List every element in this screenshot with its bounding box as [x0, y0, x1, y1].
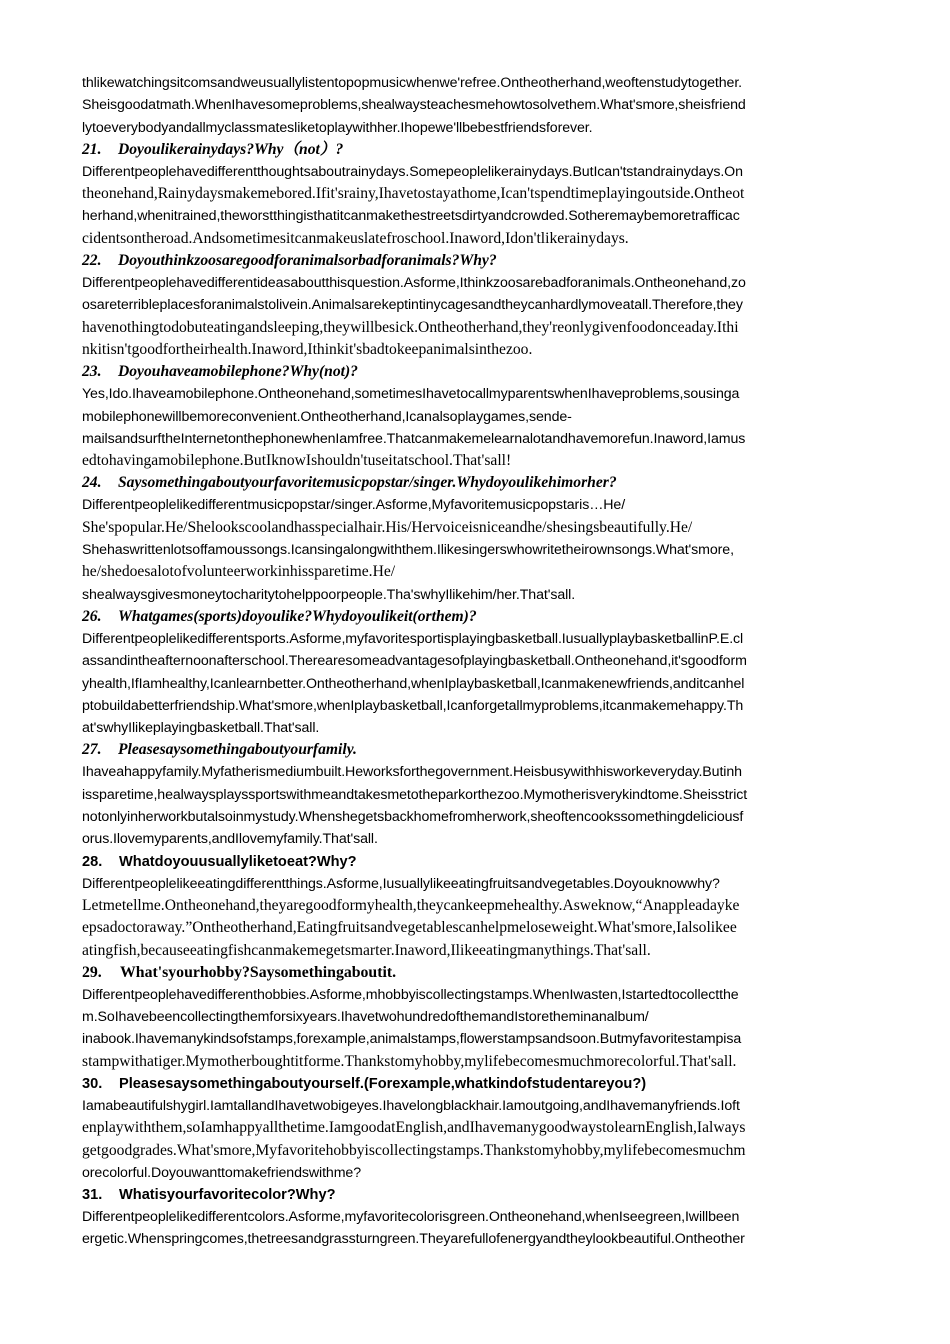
question-26: 26. Whatgames(sports)doyoulike?Whydoyoulikeit(orthem)? [82, 607, 477, 625]
answer-line: mailsandsurftheInternetonthephonewhenIamfree.Thatcanmakemelearnalotandhavemorefun.Inaword,Iamus [82, 430, 746, 447]
answer-line: he/shedoesalotofvolunteerworkinhissparetime.He/ [82, 563, 396, 581]
answer-line: Ihaveahappyfamily.Myfatherismediumbuilt.Heworksforthegovernment.Heisbusywithhisworkeveryday.Butinh [82, 764, 742, 781]
answer-line: Iamabeautifulshygirl.IamtallandIhavetwobigeyes.Ihavelongblackhair.Iamoutgoing,andIhavemanyfriends.Ioft [82, 1097, 740, 1114]
answer-line: at'swhyIlikeplayingbasketball.That'sall. [82, 720, 320, 737]
answer-line: mobilephonewillbemoreconvenient.Ontheotherhand,Icanalsoplaygames,sende- [82, 408, 572, 425]
question-24: 24. Saysomethingaboutyourfavoritemusicpopstar/singer.Whydoyoulikehimorher? [82, 474, 617, 492]
question-27: 27. Pleasesaysomethingaboutyourfamily. [82, 741, 357, 759]
answer-line: herhand,whenitrained,theworstthingisthatitcanmakethestreetsdirtyandcrowded.Sotheremaybemoretrafficac [82, 208, 740, 225]
answer-line: She'spopular.He/Shelookscoolandhasspecialhair.His/Hervoiceisniceandhe/shesingsbeautifully.He/ [82, 518, 693, 536]
question-22: 22. Doyouthinkzoosaregoodforanimalsorbadforanimals?Why? [82, 252, 497, 270]
question-29: 29. What'syourhobby?Saysomethingaboutit. [82, 963, 397, 981]
answer-line: yhealth,IfIamhealthy,Icanlearnbetter.Ontheotherhand,whenIplaybasketball,Icanmakenewfriends,anditcanhel [82, 675, 745, 692]
answer-line: Differentpeoplehavedifferentthoughtsaboutrainydays.Somepeoplelikerainydays.ButIcan'tstandrainydays.On [82, 163, 743, 180]
document-page [82, 72, 894, 1251]
answer-line: nkitisn'tgoodfortheirhealth.Inaword,Ithinkit'sbadtokeepanimalsinthezoo. [82, 340, 533, 358]
answer-line: Differentpeoplelikedifferentsports.Asforme,myfavoritesportisplayingbasketball.IusuallyplaybasketballinP.E.cl [82, 630, 744, 647]
answer-line: Differentpeoplelikedifferentcolors.Asforme,myfavoritecolorisgreen.Ontheonehand,whenIseegreen,Iwillbeen [82, 1209, 740, 1226]
answer-line: notonlyinherworkbutalsoinmystudy.Whenshegetsbackhomefromherwork,sheoftencookssomethingdeliciousf [82, 809, 744, 826]
answer-line: Letmetellme.Ontheonehand,theyaregoodformyhealth,theycankeepmehealthy.Asweknow,“Anappleadayke [82, 896, 740, 914]
answer-line: Differentpeoplelikeeatingdifferentthings.Asforme,Iusuallylikeeatingfruitsandvegetables.Doyouknowwhy? [82, 875, 720, 892]
answer-line: cidentsontheroad.Andsometimesitcanmakeuslatefroschool.Inaword,Idon'tlikerainydays. [82, 229, 629, 247]
answer-line: Shehaswrittenlotsoffamoussongs.Icansingalongwiththem.Ilikesingerswhowritetheirownsongs.What'smore, [82, 542, 734, 559]
answer-line: issparetime,healwaysplayssportswithmeandtakesmetotheparkorthezoo.Mymotherisverykindtome.Sheisstrict [82, 786, 748, 803]
question-23: 23. Doyouhaveamobilephone?Why(not)? [82, 363, 358, 381]
answer-line: atingfish,becauseeatingfishcanmakemegetsmarter.Inaword,Ilikeeatingmanythings.That'sall. [82, 941, 651, 959]
answer-line: shealwaysgivesmoneytocharitytohelppoorpeople.Tha'swhyIlikehim/her.That'sall. [82, 586, 576, 603]
answer-line: Differentpeoplelikedifferentmusicpopstar/singer.Asforme,Myfavoritemusicpopstaris…He/ [82, 497, 626, 514]
question-31: 31. Whatisyourfavoritecolor?Why? [82, 1187, 336, 1204]
answer-line: ergetic.Whenspringcomes,thetreesandgrassturngreen.Theyarefullofenergyandtheylookbeautiful.Ontheother [82, 1231, 745, 1248]
answer-line: orecolorful.Doyouwanttomakefriendswithme? [82, 1164, 361, 1181]
answer-line: stampwithatiger.Mymotherboughtitforme.Thankstomyhobby,mylifebecomesmuchmorecolorful.That'sall. [82, 1052, 737, 1070]
answer-line: assandintheafternoonafterschool.Therearesomeadvantagesofplayingbasketball.Ontheonehand,it'sgoodform [82, 653, 747, 670]
answer-line: Differentpeoplehavedifferenthobbies.Asforme,mhobbyiscollectingstamps.WhenIwasten,Istartedtocollectthe [82, 986, 739, 1003]
answer-line: ptobuildabetterfriendship.What'smore,whenIplaybasketball,Icanforgetallmyproblems,itcanmakemehappy.Th [82, 697, 744, 714]
question-21: 21. Doyoulikerainydays?Why（not）? [82, 140, 344, 158]
intro-line: thlikewatchingsitcomsandweusuallylistentopopmusicwhenwe'refree.Ontheotherhand,weoftenstudytogether. [82, 75, 743, 91]
answer-line: Yes,Ido.Ihaveamobilephone.Ontheonehand,sometimesIhavetocallmyparentswhenIhaveproblems,sousinga [82, 386, 740, 403]
answer-line: theonehand,Rainydaysmakemebored.Ifit'srainy,Ihavetostayathome,Ican'tspendtimeplayingoutside.Ontheot [82, 185, 745, 203]
answer-line: edtohavingamobilephone.ButIknowIshouldn'tuseitatschool.That'sall! [82, 452, 512, 470]
answer-line: orus.Ilovemyparents,andIlovemyfamily.That'sall. [82, 831, 378, 848]
answer-line: Differentpeoplehavedifferentideasaboutthisquestion.Asforme,Ithinkzoosarebadforanimals.Ontheonehand,zo [82, 275, 746, 292]
question-30: 30. Pleasesaysomethingaboutyourself.(Forexample,whatkindofstudentareyou?) [82, 1075, 647, 1092]
intro-line: Sheisgoodatmath.WhenIhavesomeproblems,shealwaysteachesmehowtosolvethem.What'smore,sheisfriend [82, 97, 746, 114]
answer-line: inabook.Ihavemanykindsofstamps,forexample,animalstamps,flowerstampsandsoon.Butmyfavoritestampisa [82, 1031, 742, 1048]
answer-line: enplaywiththem,soIamhappyallthetime.IamgoodatEnglish,andIhavemanygoodwaystolearnEnglish,Ialways [82, 1119, 746, 1137]
answer-line: epsadoctoraway.”Ontheotherhand,Eatingfruitsandvegetablescanhelpmeloseweight.What'smore,Ialsolikee [82, 919, 737, 937]
answer-line: havenothingtodobuteatingandsleeping,theywillbesick.Ontheotherhand,they'reonlygivenfoodonceaday.Ithi [82, 318, 739, 336]
answer-line: m.SoIhavebeencollectingthemforsixyears.IhavetwohundredofthemandIstorethemina​nalbum/ [82, 1009, 649, 1026]
question-28: 28. Whatdoyouusuallyliketoeat?Why? [82, 853, 357, 870]
answer-line: osareterribleplacesforanimalstolivein.Animalsarekeptintinycagesandtheycanhardlymoveatall.Therefore,they [82, 297, 743, 314]
intro-line: lytoeverybodyandallmyclassmatesliketoplaywithher.Ihopewe'llbebestfriendsforever. [82, 119, 593, 136]
answer-line: getgoodgrades.What'smore,Myfavoritehobbyiscollectingstamps.Thankstomyhobby,mylifebecomesmuchm [82, 1141, 746, 1159]
